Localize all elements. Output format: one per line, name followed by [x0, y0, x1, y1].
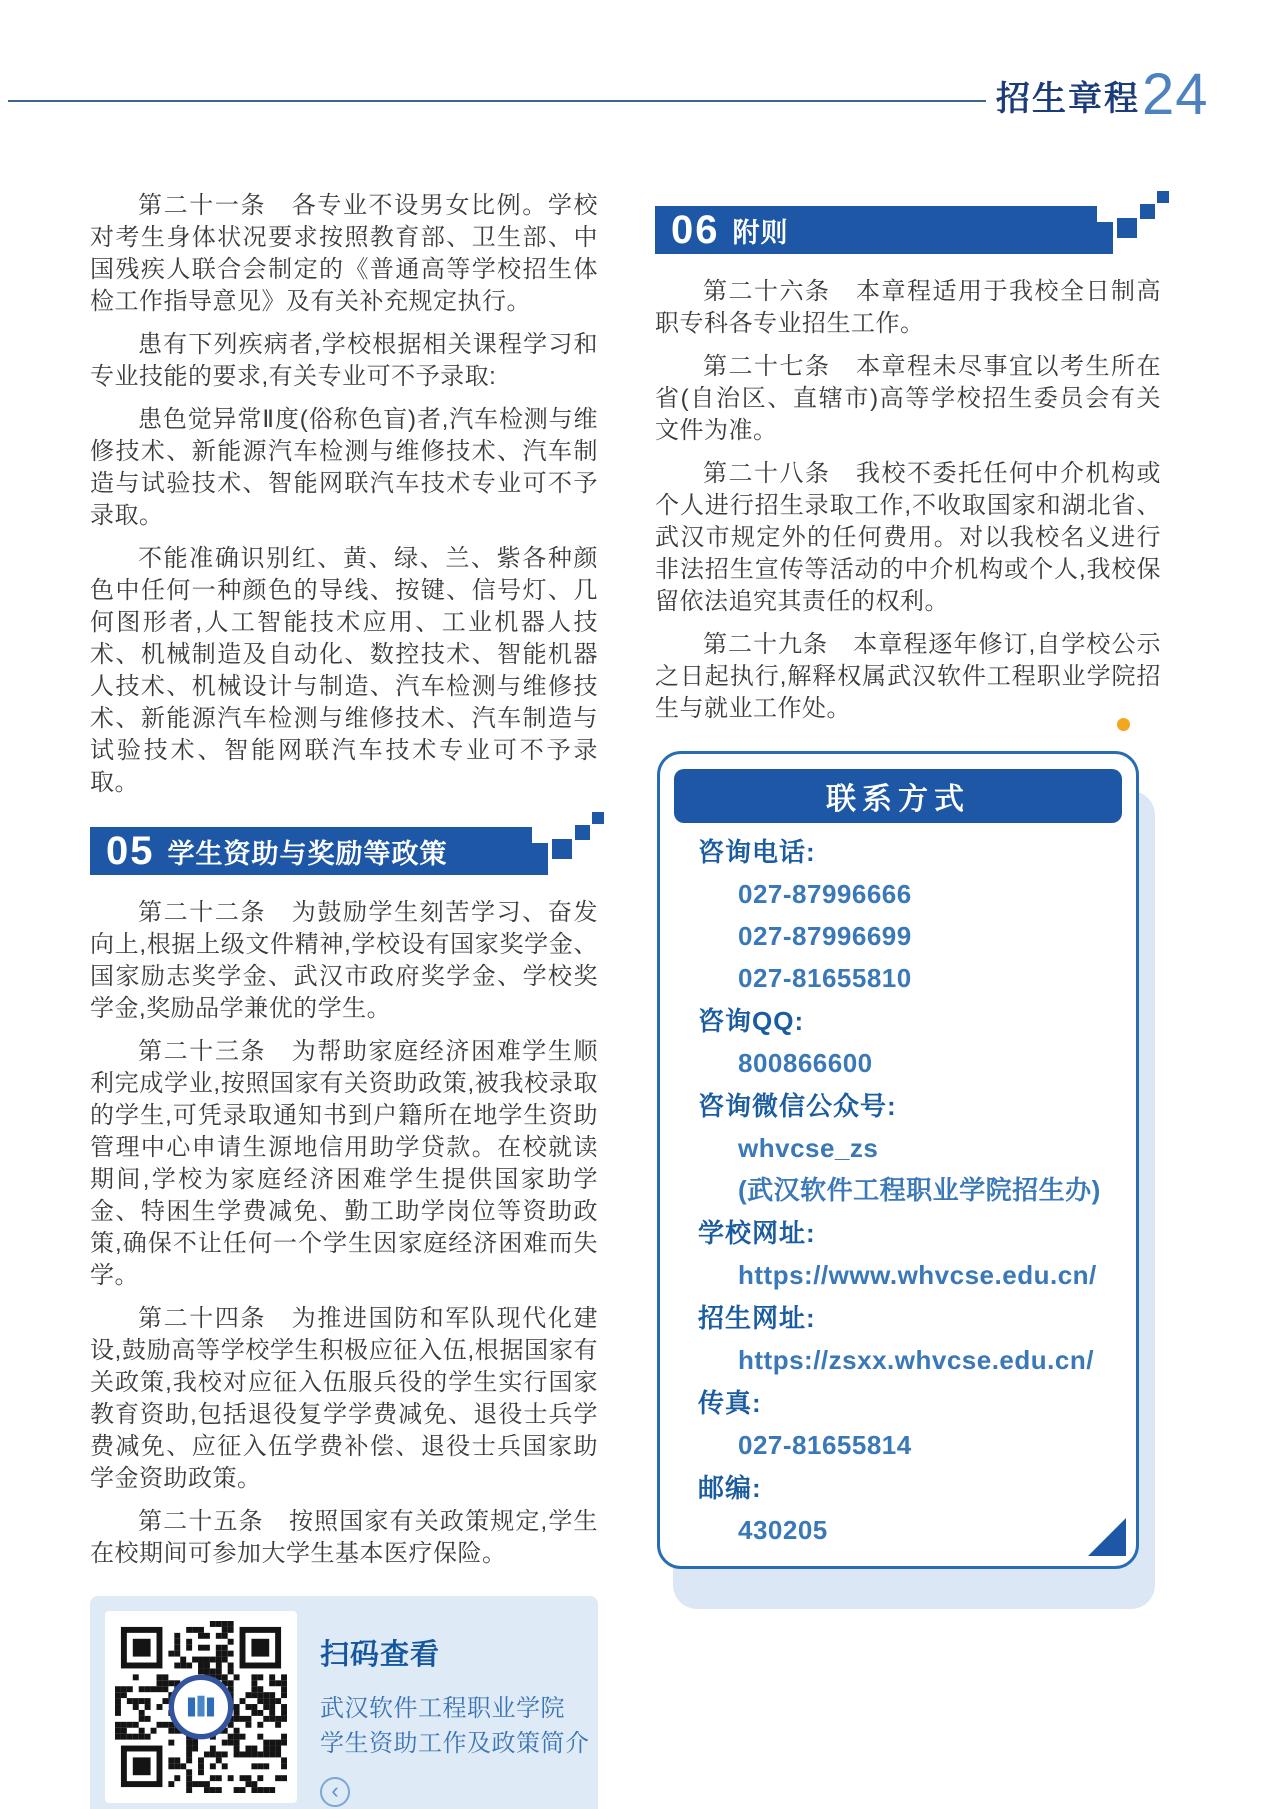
contact-label-postcode: 邮编: — [698, 1473, 762, 1503]
contact-label-fax: 传真: — [698, 1388, 762, 1418]
contact-label-school-site: 学校网址: — [698, 1218, 816, 1248]
pixel-decoration — [1097, 206, 1113, 222]
qr-code-svg — [115, 1621, 287, 1793]
orange-dot-decoration — [1117, 718, 1130, 731]
section-06-number: 06 — [671, 207, 720, 252]
qr-info — [320, 1632, 590, 1807]
contact-value-admission-site: https://zsxx.whvcse.edu.cn/ — [738, 1345, 1094, 1375]
pixel-decoration — [1157, 191, 1169, 203]
pixel-decoration — [592, 812, 604, 824]
qr-caption-line2: 学生资助工作及政策简介 — [320, 1730, 590, 1757]
contact-value-phone-2: 027-87996699 — [738, 921, 912, 951]
paragraph-color-blind: 患色觉异常Ⅱ度(俗称色盲)者,汽车检测与维修技术、新能源汽车检测与维修技术、汽车制造与试验技术、智能网联汽车技术专业可不予录取。 — [90, 406, 598, 529]
paragraph-article-25: 第二十五条 按照国家有关政策规定,学生在校期间可参加大学生基本医疗保险。 — [90, 1508, 598, 1567]
contact-label-wechat: 咨询微信公众号: — [698, 1091, 897, 1121]
paragraph-article-24: 第二十四条 为推进国防和军队现代化建设,鼓励高等学校学生积极应征入伍,根据国家有关政策,我校对应征入伍服兵役的学生实行国家教育资助,包括退役复学学费减免、退役士兵学费减免、应征入伍学费补偿、退役士兵国家助学金资助政策。 — [90, 1305, 598, 1492]
corner-triangle-decoration — [1088, 1518, 1126, 1556]
pixel-decoration — [1117, 218, 1137, 238]
qr-title: 扫码查看 — [320, 1639, 441, 1671]
paragraph-diseases-intro: 患有下列疾病者,学校根据相关课程学习和专业技能的要求,有关专业可不予录取: — [90, 331, 598, 390]
paragraph-article-28: 第二十八条 我校不委托任何中介机构或个人进行招生录取工作,不收取国家和湖北省、武汉市规定外的任何费用。对以我校名义进行非法招生宣传等活动的中介机构或个人,我校保留依法追究其责任的权利。 — [655, 460, 1161, 615]
pixel-decoration — [1140, 204, 1155, 219]
left-column — [90, 190, 598, 1809]
contact-value-qq: 800866600 — [738, 1048, 873, 1078]
paragraph-article-22: 第二十二条 为鼓励学生刻苦学习、奋发向上,根据上级文件精神,学校设有国家奖学金、国家励志奖学金、武汉市政府奖学金、学校奖学金,奖励品学兼优的学生。 — [90, 899, 598, 1022]
qr-caption-line1: 武汉软件工程职业学院 — [320, 1695, 565, 1722]
contact-value-phone-1: 027-87996666 — [738, 879, 912, 909]
section-06-title: 附则 — [732, 217, 789, 248]
chevron-left-circle-icon: ‹ — [320, 1777, 350, 1807]
contact-card — [657, 751, 1139, 1569]
page-header — [996, 62, 1209, 127]
page-number: 24 — [1142, 62, 1209, 127]
contact-value-phone-3: 027-81655810 — [738, 963, 912, 993]
contact-value-school-site: https://www.whvcse.edu.cn/ — [738, 1260, 1097, 1290]
paragraph-article-21: 第二十一条 各专业不设男女比例。学校对考生身体状况要求按照教育部、卫生部、中国残疾人联合会制定的《普通高等学校招生体检工作指导意见》及有关补充规定执行。 — [90, 192, 598, 315]
contact-label-qq: 咨询QQ: — [698, 1006, 805, 1036]
paragraph-article-27: 第二十七条 本章程未尽事宜以考生所在省(自治区、直辖市)高等学校招生委员会有关文件为准。 — [655, 353, 1161, 444]
section-05-number: 05 — [106, 828, 155, 873]
pixel-decoration — [552, 839, 572, 859]
section-05-title: 学生资助与奖励等政策 — [167, 838, 448, 869]
right-column — [655, 206, 1161, 1569]
contact-card-title: 联系方式 — [674, 769, 1122, 823]
contact-value-fax: 027-81655814 — [738, 1430, 912, 1460]
qr-code — [105, 1611, 297, 1803]
contact-value-wechat-note: (武汉软件工程职业学院招生办) — [738, 1175, 1101, 1205]
brand-title: 招生章程 — [996, 79, 1140, 118]
paragraph-article-26: 第二十六条 本章程适用于我校全日制高职专科各专业招生工作。 — [655, 278, 1161, 337]
contact-value-postcode: 430205 — [738, 1515, 828, 1545]
qr-scan-panel — [90, 1596, 598, 1809]
paragraph-article-29: 第二十九条 本章程逐年修订,自学校公示之日起执行,解释权属武汉软件工程职业学院招生与就业工作处。 — [655, 631, 1161, 722]
section-05-banner — [90, 827, 548, 875]
contact-label-phone: 咨询电话: — [698, 837, 816, 867]
header-rule — [8, 100, 986, 102]
section-06-banner — [655, 206, 1113, 254]
contact-label-admission-site: 招生网址: — [698, 1303, 816, 1333]
pixel-decoration — [575, 825, 590, 840]
contact-value-wechat-id: whvcse_zs — [738, 1133, 879, 1163]
paragraph-article-23: 第二十三条 为帮助家庭经济困难学生顺利完成学业,按照国家有关资助政策,被我校录取的学生,可凭录取通知书到户籍所在地学生资助管理中心申请生源地信用助学贷款。在校就读期间,学校为家庭经济困难学生提供国家助学金、特困生学费减免、勤工助学岗位等资助政策,确保不让任何一个学生因家庭经济困难而失学。 — [90, 1038, 598, 1289]
paragraph-color-weak: 不能准确识别红、黄、绿、兰、紫各种颜色中任何一种颜色的导线、按键、信号灯、几何图形者,人工智能技术应用、工业机器人技术、机械制造及自动化、数控技术、智能机器人技术、机械设计与制造、汽车检测与维修技术、新能源汽车检测与维修技术、汽车制造与试验技术、智能网联汽车技术专业可不予录取。 — [90, 545, 598, 796]
pixel-decoration — [532, 827, 548, 843]
